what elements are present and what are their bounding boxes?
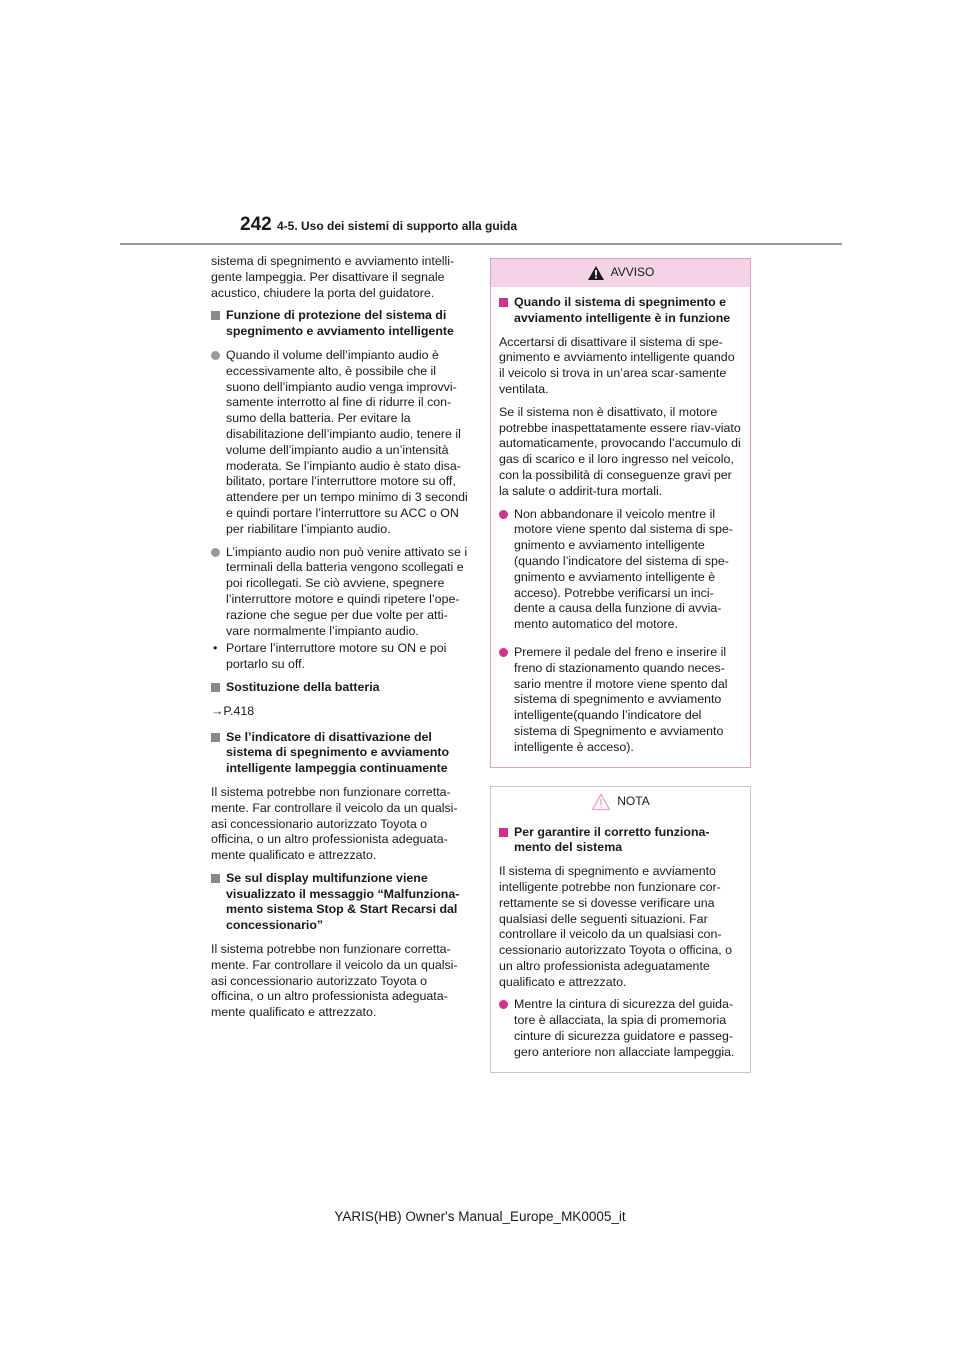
square-bullet-icon	[211, 311, 220, 320]
left-column	[211, 254, 469, 1028]
circle-bullet-icon	[211, 351, 220, 360]
heading-multifunction-message	[211, 871, 469, 934]
circle-bullet-icon	[211, 548, 220, 557]
sub-list-item	[213, 641, 469, 673]
heading-text: Quando il sistema di spegnimento e avviamento intelligente è in funzione	[514, 295, 731, 325]
heading-text: Se l’indicatore di disattivazione del sistema di spegnimento e avviamento intelligente lampeggia continuamente	[226, 729, 450, 776]
paragraph: Se il sistema non è disattivato, il motore potrebbe inaspettatamente essere riav-viato automaticamente, provocando l’accumulo di gas di scarico e il loro ingresso nel veicolo, con la possibilità di conseguenze gravi per la salute o addirit-tura mortali.	[499, 404, 741, 498]
heading-indicator-flashing	[211, 730, 469, 777]
square-bullet-icon	[499, 828, 508, 837]
warning-body	[491, 287, 750, 767]
heading-text: Sostituzione della batteria	[226, 679, 380, 694]
warning-triangle-icon	[587, 265, 605, 281]
square-bullet-icon	[211, 874, 220, 883]
warning-title: AVVISO	[610, 265, 655, 280]
list-item	[211, 348, 469, 538]
header-rule	[120, 243, 842, 245]
paragraph: Accertarsi di disattivare il sistema di spe-gnimento e avviamento intelligente quando il veicolo si trova in un’area scar-samente ventilata.	[499, 334, 735, 396]
footer-text: YARIS(HB) Owner's Manual_Europe_MK0005_it	[334, 1209, 626, 1224]
square-bullet-icon	[499, 298, 508, 307]
circle-bullet-icon	[499, 510, 508, 519]
heading-text: Per garantire il corretto funziona-mento del sistema	[514, 824, 710, 855]
section-title: 4-5. Uso dei sistemi di supporto alla guida	[277, 219, 518, 233]
list-item-text: Premere il pedale del freno e inserire il freno di stazionamento quando neces-sario mentre il motore viene spento dal sistema di spegnimento e avviamento intelligente(quando l’indicatore del sistema di Spegnimento e avviamento intelligente è acceso).	[514, 644, 728, 754]
square-bullet-icon	[211, 733, 220, 742]
right-column	[490, 258, 751, 1073]
note-body	[491, 817, 750, 1072]
warning-box	[490, 258, 751, 768]
warning-header	[491, 259, 750, 287]
list-item	[499, 997, 742, 1060]
paragraph: Il sistema potrebbe non funzionare corretta-mente. Far controllare il veicolo da un qualsi-asi concessionario autorizzato Toyota o officina, o un altro professionista adeguata-mente qualificato e attrezzato.	[211, 942, 458, 1020]
list-item	[499, 507, 742, 633]
list-item-text: L’impianto audio non può venire attivato se i terminali della batteria vengono scollegati e poi ricollegati. Se ciò avviene, spegnere l’interruttore motore e quindi ripetere l’ope-razione che segue per due volte per atti-vare normalmente l’impianto audio.	[226, 544, 468, 638]
heading-battery-replacement	[211, 680, 469, 696]
circle-bullet-icon	[499, 648, 508, 657]
paragraph: Il sistema di spegnimento e avviamento intelligente potrebbe non funzionare cor-rettamente se si dovesse verificare una qualsiasi delle seguenti situazioni. Far controllare il veicolo da un qualsiasi con-cessionario autorizzato Toyota o officina, o un altro professionista adeguatamente qualificato e attrezzato.	[499, 864, 733, 989]
heading-audio-protection	[211, 308, 469, 340]
circle-bullet-icon	[499, 1000, 508, 1009]
list-item-text: Mentre la cintura di sicurezza del guida-tore è allacciata, la spia di promemoria cinture di sicurezza guidatore e passeg-gero anteriore non allacciate lampeggia.	[514, 997, 735, 1059]
list-item	[499, 645, 742, 756]
square-bullet-icon	[211, 683, 220, 692]
list-item-text: Non abbandonare il veicolo mentre il motore viene spento dal sistema di spe-gnimento e avviamento intelligente (quando l’indicatore del sistema di spe-gnimento e avviamento intelligente è acceso). Potrebbe verificarsi un inci-dente a causa della funzione di avvia-mento automatico del motore.	[514, 506, 734, 632]
note-title: NOTA	[617, 793, 650, 808]
heading-text: Funzione di protezione del sistema di spegnimento e avviamento intelligente	[226, 308, 454, 339]
sub-bullet-mark: •	[213, 641, 218, 656]
list-item-text: Quando il volume dell’impianto audio è eccessivamente alto, è possibile che il suono dell’impianto audio venga improvvi-samente interrotto al fine di ridurre il con-sumo della batteria. Per evitare la disabilitazione dell’impianto audio, tenere il volume dell’impianto audio a un’intensità moderata. Se l’impianto audio è stato disa-bilitato, portare l’interruttore motore su off, attendere per un tempo minimo di 3 secondi e quindi portare l’interruttore su ACC o ON per riabilitare l’impianto audio.	[226, 347, 468, 536]
sub-list-item-text: Portare l’interruttore motore su ON e poi portarlo su off.	[226, 641, 447, 672]
page-reference-link[interactable]: →P.418	[211, 703, 255, 718]
note-heading	[499, 825, 742, 857]
warning-heading	[499, 295, 742, 327]
list-item	[211, 545, 469, 640]
note-header	[491, 787, 750, 817]
paragraph: Il sistema potrebbe non funzionare corretta-mente. Far controllare il veicolo da un qualsi-asi concessionario autorizzato Toyota o officina, o un altro professionista adeguata-mente qualificato e attrezzato.	[211, 784, 458, 863]
note-box	[490, 786, 751, 1073]
page-number: 242	[240, 214, 272, 235]
intro-paragraph: sistema di spegnimento e avviamento intelli-gente lampeggia. Per disattivare il segnale acustico, chiudere la porta del guidatore.	[211, 254, 455, 300]
caution-triangle-icon	[591, 793, 611, 811]
heading-text: Se sul display multifunzione viene visualizzato il messaggio “Malfunziona-mento sistema Stop & Start Recarsi dal concessionario”	[226, 870, 460, 933]
